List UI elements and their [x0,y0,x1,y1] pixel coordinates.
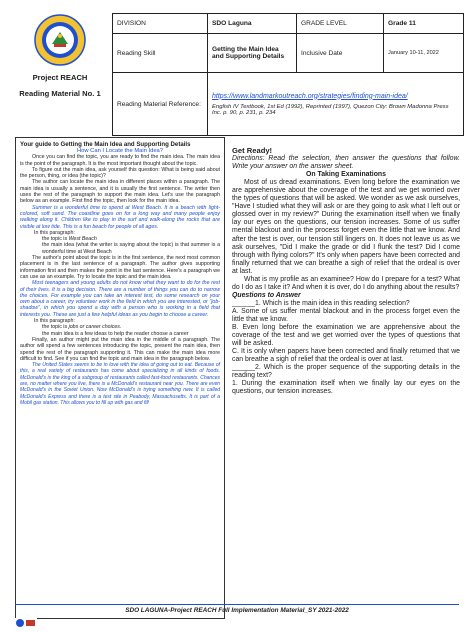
example-paragraph: Most teenagers and young adults do not know what they want to do for the rest of their lives. It is a big decision. There are a number of things you can do to narrow the choices. For example you can take an interest test, do some research on your own about a career, try volunteer work in the field in which you are interested, or "job-shadow", in which you spend a day with a person who is working in a field that interests you. These are just a few helpful ideas as you begin to choose a career. [20,280,220,318]
reading-paragraph: Most of us dread examinations. Even long before the examination we are apprehensive about the coverage of the test and we get worried over the types of questions that will be asked. We wonder as we ask ourselves, "Have I studied what they will ask or are they going to ask what I left out or glossed over in my review?" During the examination itself when we finally lay our eyes on the questions, our tension increases. Some of us suffer mental blackout and in the process forget even the little that we know. And after the test is over, our tension still lingers on. It does not leave us as we ask ourselves, "Did I make the grade or did I flunk the test? Did I come through with flying colors?" It's only when papers have been corrected and finally returned that we can breathe a sigh of relief that the ordeal is over at last. [232,179,460,275]
example-paragraph: The United States seems to be in love with the idea of going out to eat. Because of this, a real variety of restaurants has come about specializing in all kinds of foods. McDonald's is the king of a subgroup of restaurants called fast-food restaurants. Chances are, no matter where you live, there is a McDonald's restaurant near you. There are even McDonald's in the Soviet Union. Now McDonald's is trying something new. It is called McDonald's Express and there is a test site in Peabody, Massachusetts. It is part of a Mobil gas station. This allows you to fill up with gas and fill [20,362,220,406]
example-topic: the topic is jobs or career choices. [42,324,122,331]
project-name: Project REACH [32,73,88,82]
division-seal-icon [34,14,86,66]
example-topic: the topic is West Beach [42,236,97,243]
answer-choice: C. It is only when papers have been corrected and finally returned that we can breathe a sigh of relief that the ordeal is over at last. [232,348,460,364]
directions: Directions: Read the selection, then answer the questions that follow. Write your answer on the answer sheet. [232,155,460,171]
logo-block [14,14,106,99]
reading-title: On Taking Examinations [306,171,386,179]
reading-paragraph: What is my profile as an examinee? How do I prepare for a test? What do I do as I take it? And when it is over, do I do anything about the results? [232,275,460,291]
example-main-idea: the main idea (what the writer is saying about the topic) is that summer is a wonderful time at West Beach [42,242,220,255]
footer-text: SDO LAGUNA-Project REACH Full Implementation Material_SY 2021-2022 [125,607,349,614]
sequence-item: 1. During the examination itself when we finally lay our eyes on the questions, our tension increases. [232,380,460,396]
answer-choice: A. Some of us suffer mental blackout and in the process forget even the little that we know. [232,307,460,323]
grade-label: GRADE LEVEL [297,14,384,34]
reference-text: English IV Textbook, 1st Ed (1992), Reprinted (1997), Quezon City: Brown Madonna Press Inc. p. 90, p. 231, p. 234 [212,103,449,116]
activity-panel [232,147,460,396]
get-ready-heading: Get Ready! [232,146,273,155]
deped-logo-icon [15,618,37,628]
question-item: ______2. Which is the proper sequence of the supporting details in the reading text? [232,364,460,380]
skill-value: Getting the Main Idea and Supporting Details [208,34,297,73]
material-number: Reading Material No. 1 [19,89,101,98]
questions-heading: Questions to Answer [232,291,301,299]
date-label: Inclusive Date [297,34,384,73]
guide-paragraph: To figure out the main idea, ask yourself this question: What is being said about the person, thing, or idea (the topic)? [20,166,220,180]
guide-paragraph: The author can locate the main idea in different places within a paragraph. The main idea is usually a sentence, and it is usually the first sentence. The writer then uses the rest of the paragraph to support the main idea. Let's use the paragraph below as an example. First find the topic, then look for the main idea. [20,179,220,205]
example-intro: In this paragraph: [34,229,75,236]
example-paragraph: Summer is a wonderful time to spend at West Beach. It is a beach with light- colored, soft sand. The coastline goes on for a long way and many people enjoy walking along it. Children like to play in the surf and walk-along the rocks that are visible at low tide. This is a fun beach for people of all ages. [20,204,220,230]
guide-title: Your guide to Getting the Main Idea and Supporting Details [20,141,191,148]
skill-label: Reading Skill [113,34,208,73]
grade-value: Grade 11 [384,14,464,34]
example-main-idea: the main idea is a few ideas to help the reader choose a career [42,330,189,337]
guide-subtitle: How Can I Locate the Main Idea? [76,148,164,154]
header-table [112,13,464,136]
date-value: January 10-11, 2022 [384,34,464,73]
guide-paragraph: The author's point about the topic is in the first sentence, the next most common placement is in the last sentence of a paragraph. The author gives supporting information first and then makes the point in the last sentence. Here's a paragraph we can use as an example. Try to locate the topic and the main idea. [20,255,220,280]
reference-cell [208,73,464,136]
answer-choice: B. Even long before the examination we are apprehensive about the coverage of the test and we get worried over the types of questions that will be asked. [232,324,460,348]
footer [15,604,459,617]
reference-label: Reading Material Reference: [113,73,208,136]
guide-paragraph: Once you can find the topic, you are ready to find the main idea. The main idea is the point of the paragraph. It is the most important thought about the topic. [20,154,220,167]
division-value: SDO Laguna [208,14,297,34]
reference-link[interactable]: https://www.landmarkoutreach.org/strategies/finding-main-idea/ [212,92,408,100]
example-intro: In this paragraph: [34,318,75,325]
guide-panel [15,137,225,619]
guide-paragraph: Finally, an author might put the main idea in the middle of a paragraph. The author will spend a few sentences introducing the topic, present the main idea, then spend the rest of the paragraph supporting it. This can make the main idea more difficult to find. See if you can find the topic and main idea in the paragraph below. [20,336,220,362]
division-label: DIVISION [113,14,208,34]
question-item: ______1. Which is the main idea in this reading selection? [232,299,410,307]
